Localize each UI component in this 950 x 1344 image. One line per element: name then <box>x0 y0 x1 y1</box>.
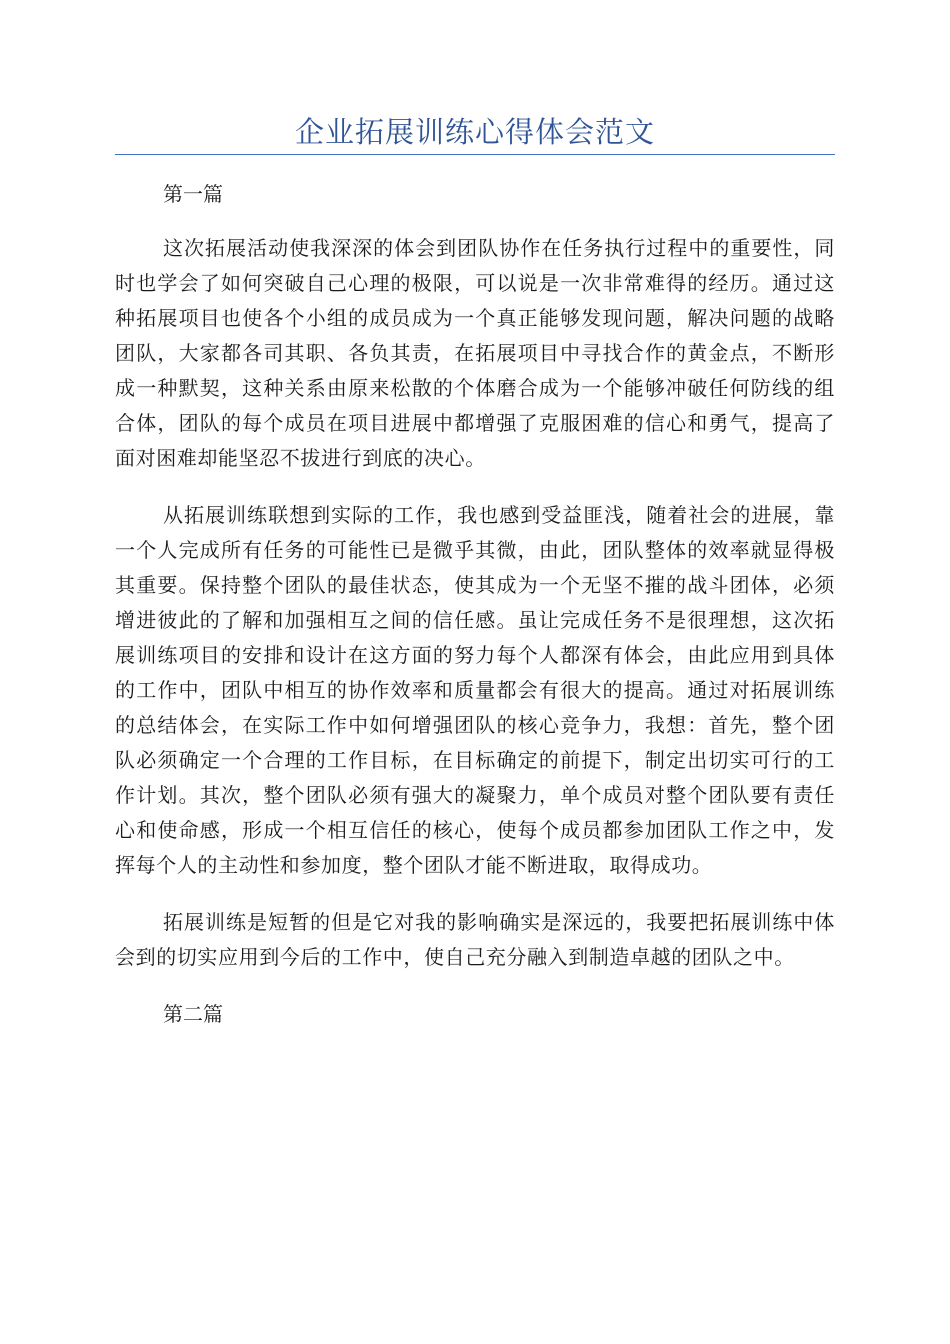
section-heading: 第一篇 <box>163 182 223 206</box>
paragraph: 拓展训练是短暂的但是它对我的影响确实是深远的，我要把拓展训练中体会到的切实应用到今后的工作中，使自己充分融入到制造卓越的团队之中。 <box>115 910 835 969</box>
section-heading: 第二篇 <box>163 1002 223 1026</box>
section-one <box>115 179 835 975</box>
section-two <box>115 999 835 1029</box>
document-title: 企业拓展训练心得体会范文 <box>294 115 655 149</box>
document-page <box>115 110 835 1029</box>
paragraph: 这次拓展活动使我深深的体会到团队协作在任务执行过程中的重要性，同时也学会了如何突破自己心理的极限，可以说是一次非常难得的经历。通过这种拓展项目也使各个小组的成员成为一个真正能够发现问题，解决问题的战略团队，大家都各司其职、各负其责，在拓展项目中寻找合作的黄金点，不断形成一种默契，这种关系由原来松散的个体磨合成为一个能够冲破任何防线的组合体，团队的每个成员在项目进展中都增强了克服困难的信心和勇气，提高了面对困难却能坚忍不拔进行到底的决心。 <box>115 236 835 470</box>
paragraph: 从拓展训练联想到实际的工作，我也感到受益匪浅，随着社会的进展，靠一个人完成所有任务的可能性已是微乎其微，由此，团队整体的效率就显得极其重要。保持整个团队的最佳状态，使其成为一个无坚不摧的战斗团体，必须增进彼此的了解和加强相互之间的信任感。虽让完成任务不是很理想，这次拓展训练项目的安排和设计在这方面的努力每个人都深有体会，由此应用到具体的工作中，团队中相互的协作效率和质量都会有很大的提高。通过对拓展训练的总结体会，在实际工作中如何增强团队的核心竞争力，我想：首先，整个团队必须确定一个合理的工作目标，在目标确定的前提下，制定出切实可行的工作计划。其次，整个团队必须有强大的凝聚力，单个成员对整个团队要有责任心和使命感，形成一个相互信任的核心，使每个成员都参加团队工作之中，发挥每个人的主动性和参加度，整个团队才能不断进取，取得成功。 <box>115 503 835 877</box>
title-underline <box>115 154 835 155</box>
